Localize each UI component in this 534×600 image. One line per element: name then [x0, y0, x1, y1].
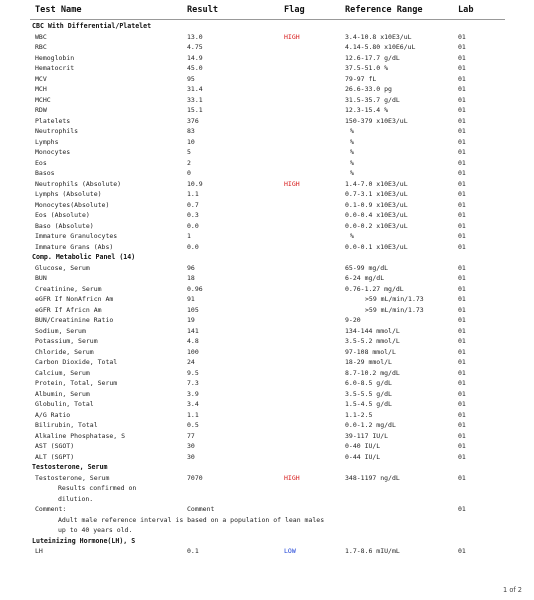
result-value: 4.8	[187, 337, 199, 345]
test-name: MCV	[35, 74, 47, 83]
lab-code: 01	[458, 169, 466, 177]
result-value: 33.1	[187, 95, 203, 104]
reference-range: 348-1197 ng/dL	[345, 473, 400, 482]
section-header	[0, 252, 534, 263]
page-number: 1 of 2	[503, 586, 522, 594]
test-name: Immature Grans (Abs)	[35, 242, 114, 251]
result-value: 0.0	[187, 242, 199, 251]
lab-code: 01	[458, 43, 466, 51]
table-row	[0, 74, 534, 85]
table-row	[0, 32, 534, 43]
table-row	[0, 158, 534, 169]
result-value: 105	[187, 305, 199, 314]
header-result: Result	[187, 5, 219, 15]
reference-range: 97-108 mmol/L	[345, 347, 396, 356]
flag-badge: HIGH	[284, 179, 300, 188]
reference-range: >59 mL/min/1.73	[365, 305, 424, 314]
result-value: 0.5	[187, 421, 199, 429]
table-row	[0, 231, 534, 242]
comment-line	[0, 483, 534, 494]
result-value: 10.9	[187, 179, 203, 188]
lab-code: 01	[458, 452, 466, 461]
reference-range: 18-29 mmol/L	[345, 358, 392, 366]
table-row	[0, 84, 534, 95]
reference-range: 79-97 fL	[345, 74, 377, 83]
reference-range: 65-99 mg/dL	[345, 263, 389, 272]
table-row	[0, 378, 534, 389]
test-name: RBC	[35, 43, 47, 51]
table-row	[0, 42, 534, 53]
reference-range: 134-144 mmol/L	[345, 326, 400, 335]
comment-text: dilution.	[58, 494, 94, 503]
test-name: eGFR If Africn Am	[35, 305, 102, 314]
result-value: 141	[187, 326, 199, 335]
header-test-name: Test Name	[35, 5, 82, 15]
table-row	[0, 147, 534, 158]
reference-range: 1.4-7.0 x10E3/uL	[345, 179, 408, 188]
test-name: Globulin, Total	[35, 400, 94, 408]
result-value: 30	[187, 442, 195, 450]
result-value: 0.3	[187, 211, 199, 219]
lab-code: 01	[458, 505, 466, 513]
reference-range: %	[350, 232, 354, 240]
table-header	[0, 5, 534, 19]
result-value: 4.75	[187, 43, 203, 51]
test-name: ALT (SGPT)	[35, 452, 75, 461]
table-row	[0, 368, 534, 379]
table-row	[0, 357, 534, 368]
result-value: Comment	[187, 505, 215, 513]
reference-range: 39-117 IU/L	[345, 431, 389, 440]
lab-code: 01	[458, 421, 466, 429]
table-row	[0, 452, 534, 463]
lab-code: 01	[458, 263, 466, 272]
result-value: 7070	[187, 473, 203, 482]
reference-range: 31.5-35.7 g/dL	[345, 95, 400, 104]
lab-code: 01	[458, 148, 466, 156]
lab-code: 01	[458, 389, 466, 398]
result-value: 376	[187, 116, 199, 125]
result-value: 83	[187, 127, 195, 135]
comment-line	[0, 525, 534, 536]
comment-line	[0, 494, 534, 505]
result-value: 1	[187, 232, 191, 240]
table-row	[0, 294, 534, 305]
comment-line	[0, 515, 534, 526]
table-row	[0, 116, 534, 127]
result-value: 7.3	[187, 379, 199, 387]
result-value: 19	[187, 316, 195, 324]
lab-code: 01	[458, 347, 466, 356]
test-name: AST (SGOT)	[35, 442, 75, 450]
result-value: 0.96	[187, 284, 203, 293]
section-title: Comp. Metabolic Panel (14)	[32, 253, 136, 261]
table-row	[0, 105, 534, 116]
result-value: 91	[187, 295, 195, 303]
lab-code: 01	[458, 274, 466, 282]
test-name: Baso (Absolute)	[35, 221, 94, 230]
result-value: 9.5	[187, 368, 199, 377]
reference-range: %	[350, 158, 354, 167]
comment-text: up to 40 years old.	[58, 526, 133, 534]
test-name: A/G Ratio	[35, 410, 71, 419]
table-row	[0, 200, 534, 211]
test-name: Albumin, Serum	[35, 389, 90, 398]
table-row	[0, 95, 534, 106]
lab-code: 01	[458, 431, 466, 440]
table-row	[0, 389, 534, 400]
reference-range: 4.14-5.80 x10E6/uL	[345, 43, 416, 51]
table-row	[0, 137, 534, 148]
test-name: Potassium, Serum	[35, 337, 98, 345]
header-flag: Flag	[284, 5, 305, 15]
reference-range: 12.3-15.4 %	[345, 106, 389, 114]
lab-code: 01	[458, 232, 466, 240]
lab-code: 01	[458, 326, 466, 335]
result-value: 13.0	[187, 32, 203, 41]
test-name: Hemoglobin	[35, 53, 75, 62]
reference-range: 0-40 IU/L	[345, 442, 381, 450]
lab-code: 01	[458, 410, 466, 419]
test-name: Protein, Total, Serum	[35, 379, 118, 387]
test-name: Eos (Absolute)	[35, 211, 90, 219]
lab-code: 01	[458, 32, 466, 41]
reference-range: 0.0-0.1 x10E3/uL	[345, 242, 408, 251]
result-value: 77	[187, 431, 195, 440]
reference-range: 0.0-0.4 x10E3/uL	[345, 211, 408, 219]
test-name: Chloride, Serum	[35, 347, 94, 356]
table-row	[0, 399, 534, 410]
test-name: BUN	[35, 274, 47, 282]
lab-code: 01	[458, 137, 466, 146]
lab-code: 01	[458, 190, 466, 198]
table-row	[0, 504, 534, 515]
header-reference-range: Reference Range	[345, 5, 423, 15]
test-name: Lymphs (Absolute)	[35, 190, 102, 198]
table-row	[0, 315, 534, 326]
reference-range: 0-44 IU/L	[345, 452, 381, 461]
lab-code: 01	[458, 221, 466, 230]
test-name: Monocytes(Absolute)	[35, 200, 110, 209]
test-name: MCH	[35, 85, 47, 93]
test-name: Sodium, Serum	[35, 326, 86, 335]
reference-range: 9-20	[345, 316, 361, 324]
reference-range: 6.0-8.5 g/dL	[345, 379, 392, 387]
test-name: Hematocrit	[35, 64, 75, 72]
test-name: Alkaline Phosphatase, S	[35, 431, 126, 440]
flag-badge: HIGH	[284, 32, 300, 41]
result-value: 0.1	[187, 547, 199, 555]
result-value: 31.4	[187, 85, 203, 93]
result-value: 0.7	[187, 200, 199, 209]
test-name: Creatinine, Serum	[35, 284, 102, 293]
test-name: Basos	[35, 169, 55, 177]
lab-code: 01	[458, 547, 466, 555]
table-row	[0, 53, 534, 64]
test-name: Glucose, Serum	[35, 263, 90, 272]
test-name: Platelets	[35, 116, 71, 125]
test-name: Calcium, Serum	[35, 368, 90, 377]
header-divider	[30, 19, 505, 20]
reference-range: 8.7-10.2 mg/dL	[345, 368, 400, 377]
reference-range: 26.6-33.0 pg	[345, 85, 392, 93]
lab-code: 01	[458, 158, 466, 167]
table-row	[0, 189, 534, 200]
reference-range: 0.1-0.9 x10E3/uL	[345, 200, 408, 209]
reference-range: 3.4-10.8 x10E3/uL	[345, 32, 412, 41]
lab-code: 01	[458, 316, 466, 324]
table-row	[0, 441, 534, 452]
lab-code: 01	[458, 116, 466, 125]
section-header	[0, 21, 534, 32]
lab-code: 01	[458, 442, 466, 450]
comment-text: Adult male reference interval is based on a population of lean males	[58, 515, 325, 524]
result-value: 15.1	[187, 106, 203, 114]
lab-code: 01	[458, 358, 466, 366]
reference-range: 0.0-1.2 mg/dL	[345, 421, 396, 429]
reference-range: 150-379 x10E3/uL	[345, 116, 408, 125]
lab-code: 01	[458, 64, 466, 72]
test-name: Monocytes	[35, 148, 71, 156]
lab-code: 01	[458, 379, 466, 387]
reference-range: %	[350, 137, 354, 146]
test-name: RDW	[35, 106, 47, 114]
result-value: 45.0	[187, 64, 203, 72]
lab-code: 01	[458, 305, 466, 314]
lab-code: 01	[458, 95, 466, 104]
lab-code: 01	[458, 242, 466, 251]
result-value: 96	[187, 263, 195, 272]
test-name: Lymphs	[35, 137, 59, 146]
section-title: Luteinizing Hormone(LH), S	[32, 536, 136, 545]
test-name: Comment:	[35, 505, 67, 513]
table-row	[0, 242, 534, 253]
section-header	[0, 536, 534, 547]
section-title: Testosterone, Serum	[32, 463, 108, 471]
test-name: WBC	[35, 32, 47, 41]
table-row	[0, 326, 534, 337]
test-name: LH	[35, 547, 43, 555]
table-row	[0, 284, 534, 295]
table-row	[0, 273, 534, 284]
result-value: 14.9	[187, 53, 203, 62]
reference-range: 37.5-51.0 %	[345, 64, 389, 72]
lab-code: 01	[458, 211, 466, 219]
flag-badge: LOW	[284, 547, 296, 555]
reference-range: %	[350, 148, 354, 156]
section-header	[0, 462, 534, 473]
test-name: Carbon Dioxide, Total	[35, 358, 118, 366]
test-name: Neutrophils	[35, 127, 79, 135]
lab-code: 01	[458, 295, 466, 303]
test-name: BUN/Creatinine Ratio	[35, 316, 114, 324]
table-row	[0, 126, 534, 137]
reference-range: %	[350, 169, 354, 177]
table-row	[0, 221, 534, 232]
reference-range: 6-24 mg/dL	[345, 274, 385, 282]
test-name: MCHC	[35, 95, 51, 104]
test-name: Immature Granulocytes	[35, 232, 118, 240]
reference-range: 3.5-5.2 mmol/L	[345, 337, 400, 345]
reference-range: %	[350, 127, 354, 135]
header-lab: Lab	[458, 5, 474, 15]
result-value: 10	[187, 137, 195, 146]
result-value: 100	[187, 347, 199, 356]
reference-range: >59 mL/min/1.73	[365, 295, 424, 303]
lab-code: 01	[458, 85, 466, 93]
table-row	[0, 305, 534, 316]
reference-range: 1.1-2.5	[345, 410, 373, 419]
table-row	[0, 546, 534, 557]
flag-badge: HIGH	[284, 473, 300, 482]
result-value: 0	[187, 169, 191, 177]
lab-code: 01	[458, 368, 466, 377]
lab-code: 01	[458, 179, 466, 188]
result-value: 5	[187, 148, 191, 156]
results-table	[0, 21, 534, 557]
lab-code: 01	[458, 127, 466, 135]
reference-range: 0.0-0.2 x10E3/uL	[345, 221, 408, 230]
lab-code: 01	[458, 473, 466, 482]
test-name: Neutrophils (Absolute)	[35, 179, 122, 188]
test-name: Eos	[35, 158, 47, 167]
lab-code: 01	[458, 337, 466, 345]
result-value: 1.1	[187, 410, 199, 419]
table-row	[0, 431, 534, 442]
table-row	[0, 336, 534, 347]
result-value: 18	[187, 274, 195, 282]
table-row	[0, 410, 534, 421]
table-row	[0, 210, 534, 221]
reference-range: 3.5-5.5 g/dL	[345, 389, 392, 398]
lab-code: 01	[458, 106, 466, 114]
table-row	[0, 263, 534, 274]
reference-range: 0.7-3.1 x10E3/uL	[345, 190, 408, 198]
result-value: 30	[187, 452, 195, 461]
result-value: 3.4	[187, 400, 199, 408]
result-value: 0.0	[187, 221, 199, 230]
lab-code: 01	[458, 74, 466, 83]
table-row	[0, 420, 534, 431]
table-row	[0, 347, 534, 358]
table-row	[0, 63, 534, 74]
comment-text: Results confirmed on	[58, 484, 137, 492]
result-value: 24	[187, 358, 195, 366]
result-value: 3.9	[187, 389, 199, 398]
result-value: 2	[187, 158, 191, 167]
lab-code: 01	[458, 284, 466, 293]
reference-range: 1.7-8.6 mIU/mL	[345, 547, 400, 555]
table-row	[0, 168, 534, 179]
lab-code: 01	[458, 400, 466, 408]
reference-range: 1.5-4.5 g/dL	[345, 400, 392, 408]
table-row	[0, 179, 534, 190]
reference-range: 0.76-1.27 mg/dL	[345, 284, 404, 293]
lab-code: 01	[458, 53, 466, 62]
result-value: 1.1	[187, 190, 199, 198]
test-name: Bilirubin, Total	[35, 421, 98, 429]
lab-code: 01	[458, 200, 466, 209]
section-title: CBC With Differential/Platelet	[32, 22, 152, 30]
table-row	[0, 473, 534, 484]
test-name: eGFR If NonAfricn Am	[35, 295, 114, 303]
test-name: Testosterone, Serum	[35, 473, 110, 482]
result-value: 95	[187, 74, 195, 83]
reference-range: 12.6-17.7 g/dL	[345, 53, 400, 62]
